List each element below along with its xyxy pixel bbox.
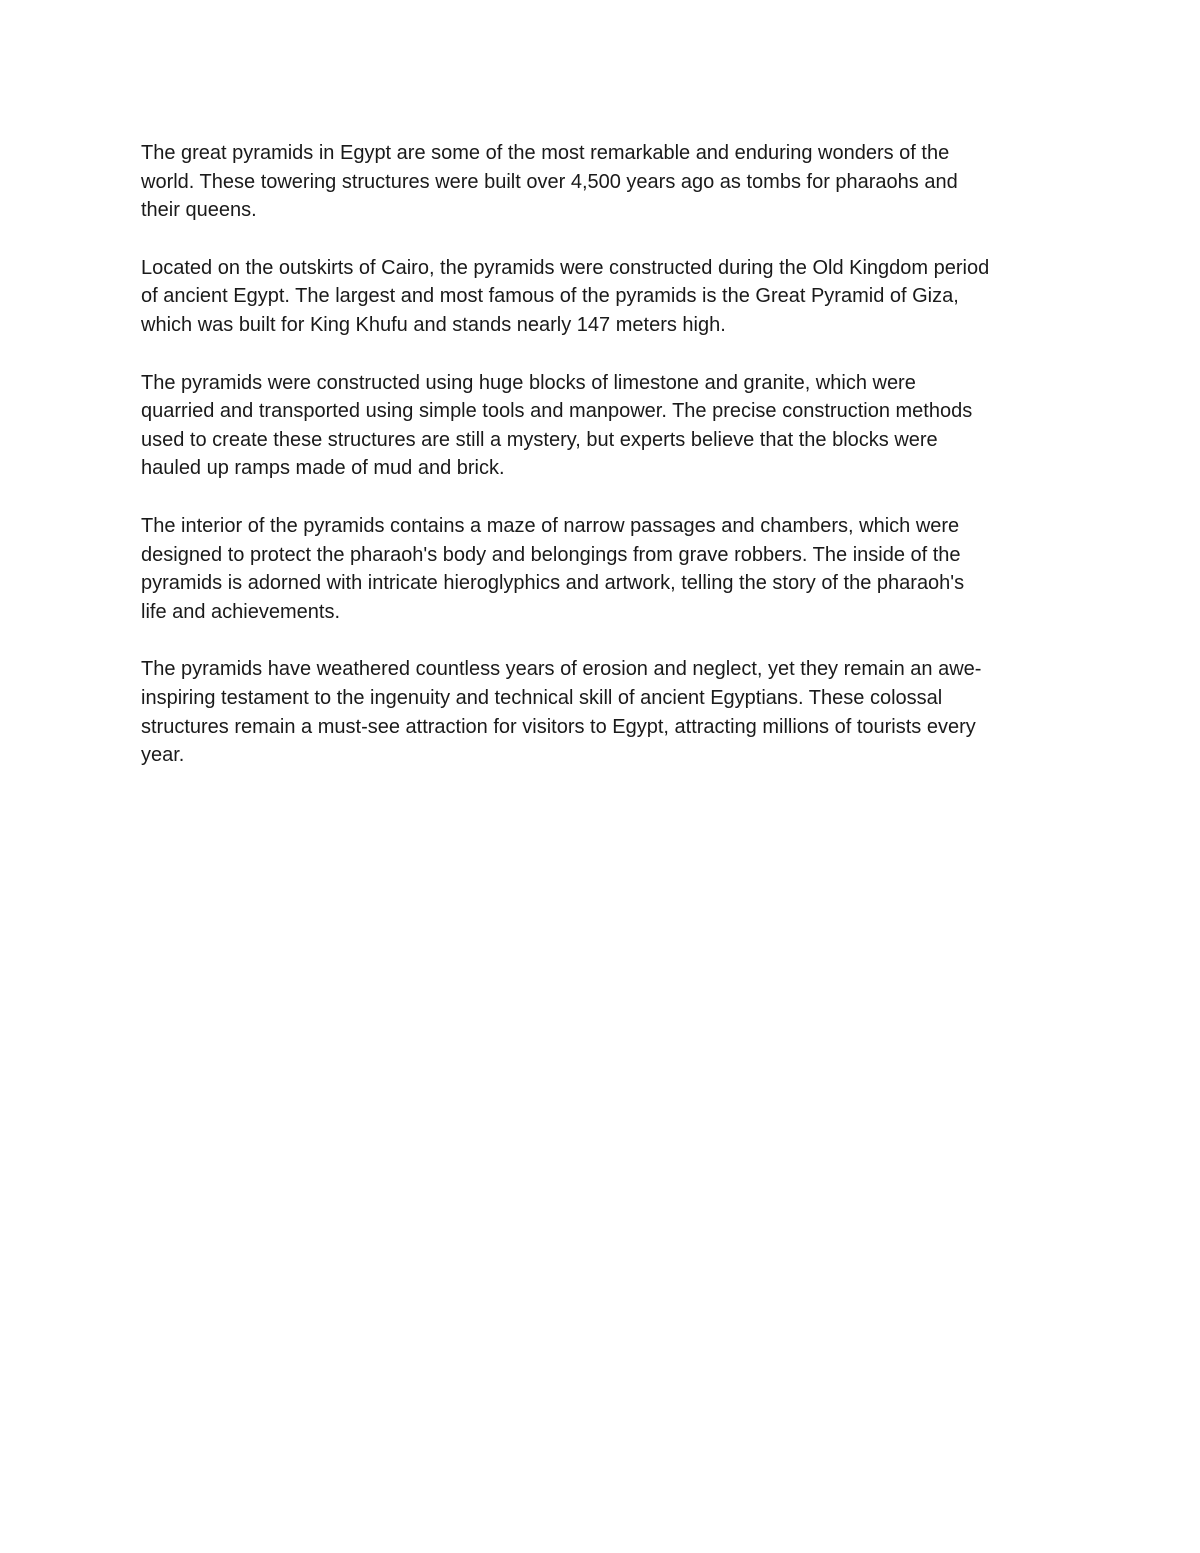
document-body bbox=[141, 139, 1071, 799]
paragraph-interior: The interior of the pyramids contains a maze of narrow passages and chambers, which were designed to protect the pharaoh's body and belongings from grave robbers. The inside of the pyramids is adorned with intricate hieroglyphics and artwork, telling the story of the pharaoh's life and achievements. bbox=[141, 514, 965, 623]
paragraph-construction: The pyramids were constructed using huge blocks of limestone and granite, which were quarried and transported using simple tools and manpower. The precise construction methods used to create these structures are still a mystery, but experts believe that the blocks were hauled up ramps made of mud and brick. bbox=[141, 371, 973, 480]
paragraph-legacy: The pyramids have weathered countless years of erosion and neglect, yet they remain an awe- inspiring testament to the ingenuity and technical skill of ancient Egyptians. These colossal structures remain a must-see attraction for visitors to Egypt, attracting millions of tourists every year. bbox=[141, 658, 982, 767]
paragraph-location: Located on the outskirts of Cairo, the pyramids were constructed during the Old Kingdom period of ancient Egypt. The largest and most famous of the pyramids is the Great Pyramid of Giza, which was built for King Khufu and stands nearly 147 meters high. bbox=[141, 256, 990, 336]
paragraph-intro: The great pyramids in Egypt are some of the most remarkable and enduring wonders of the world. These towering structures were built over 4,500 years ago as tombs for pharaohs and their queens. bbox=[141, 142, 958, 222]
